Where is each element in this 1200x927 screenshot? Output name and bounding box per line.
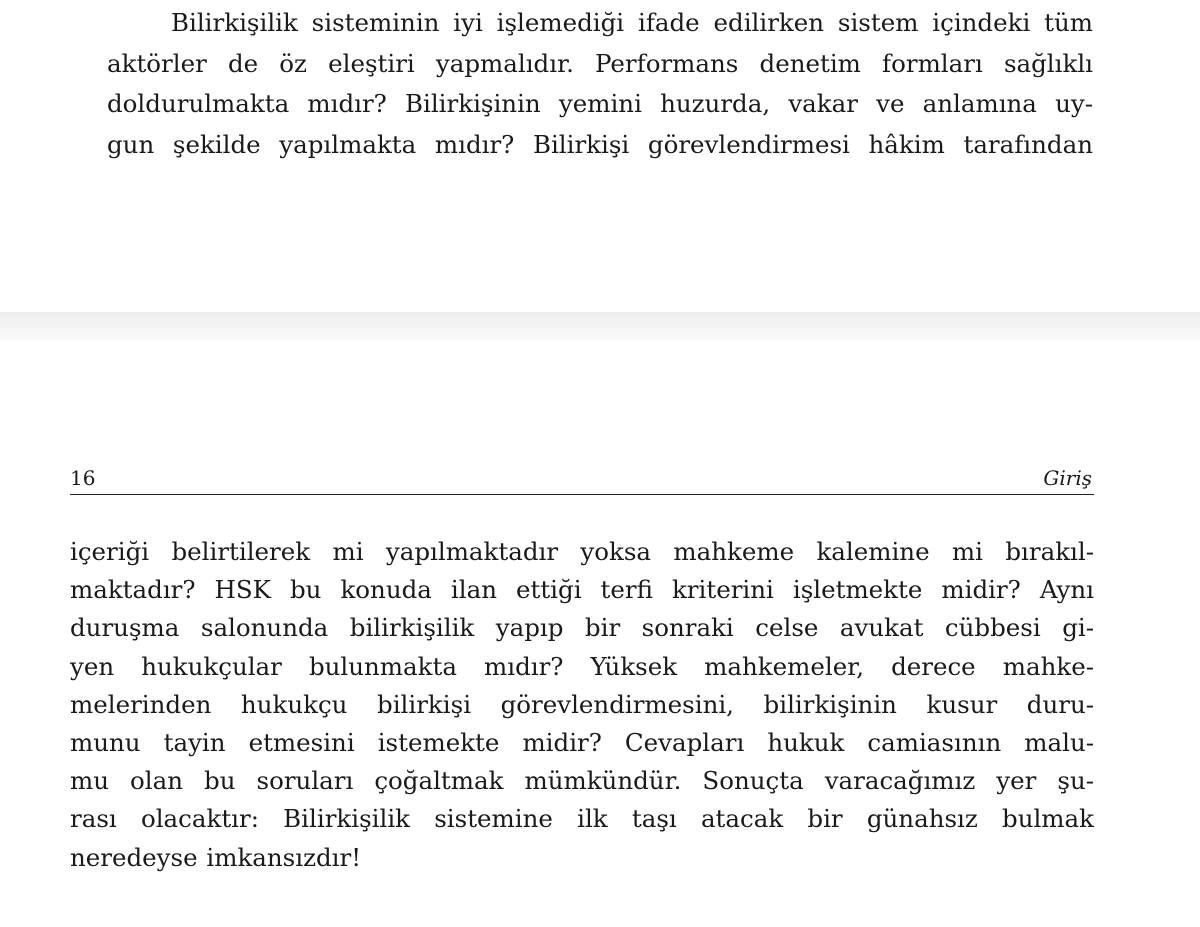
- paragraph-line: maktadır? HSK bu konuda ilan ettiği terfi kriterini işletmekte midir? Aynı: [70, 575, 1094, 605]
- page-header: [70, 462, 1094, 495]
- paragraph-line: neredeyse imkansızdır!: [70, 842, 362, 872]
- paragraph-line: rası olacaktır: Bilirkişilik sistemine ilk taşı atacak bir günahsız bulmak: [70, 804, 1094, 834]
- upper-page-paragraph: [107, 3, 1093, 165]
- lower-page-paragraph: [70, 533, 1094, 877]
- paragraph-line: gun şekilde yapılmakta mıdır? Bilirkişi görevlendirmesi hâkim tarafından: [107, 129, 1093, 159]
- paragraph-line: Bilirkişilik sisteminin iyi işlemediği ifade edilirken sistem içindeki tüm: [171, 8, 1093, 37]
- page-separator: [0, 312, 1200, 340]
- paragraph-line: mu olan bu soruları çoğaltmak mümkündür. Sonuçta varacağımız yer şu-: [70, 766, 1094, 796]
- page-number: 16: [70, 466, 96, 490]
- paragraph-line: melerinden hukukçu bilirkişi görevlendirmesini, bilirkişinin kusur duru-: [70, 689, 1094, 719]
- paragraph-line: munu tayin etmesini istemekte midir? Cevapları hukuk camiasının malu-: [70, 727, 1094, 757]
- paragraph-line: aktörler de öz eleştiri yapmalıdır. Performans denetim formları sağlıklı: [107, 48, 1093, 78]
- paragraph-line: içeriği belirtilerek mi yapılmaktadır yoksa mahkeme kalemine mi bırakıl-: [70, 537, 1094, 566]
- paragraph-line: doldurulmakta mıdır? Bilirkişinin yemini huzurda, vakar ve anlamına uy-: [107, 89, 1093, 118]
- running-title: Giriş: [1043, 466, 1092, 490]
- paragraph-line: duruşma salonunda bilirkişilik yapıp bir sonraki celse avukat cübbesi gi-: [70, 613, 1094, 643]
- paragraph-line: yen hukukçular bulunmakta mıdır? Yüksek mahkemeler, derece mahke-: [70, 651, 1094, 681]
